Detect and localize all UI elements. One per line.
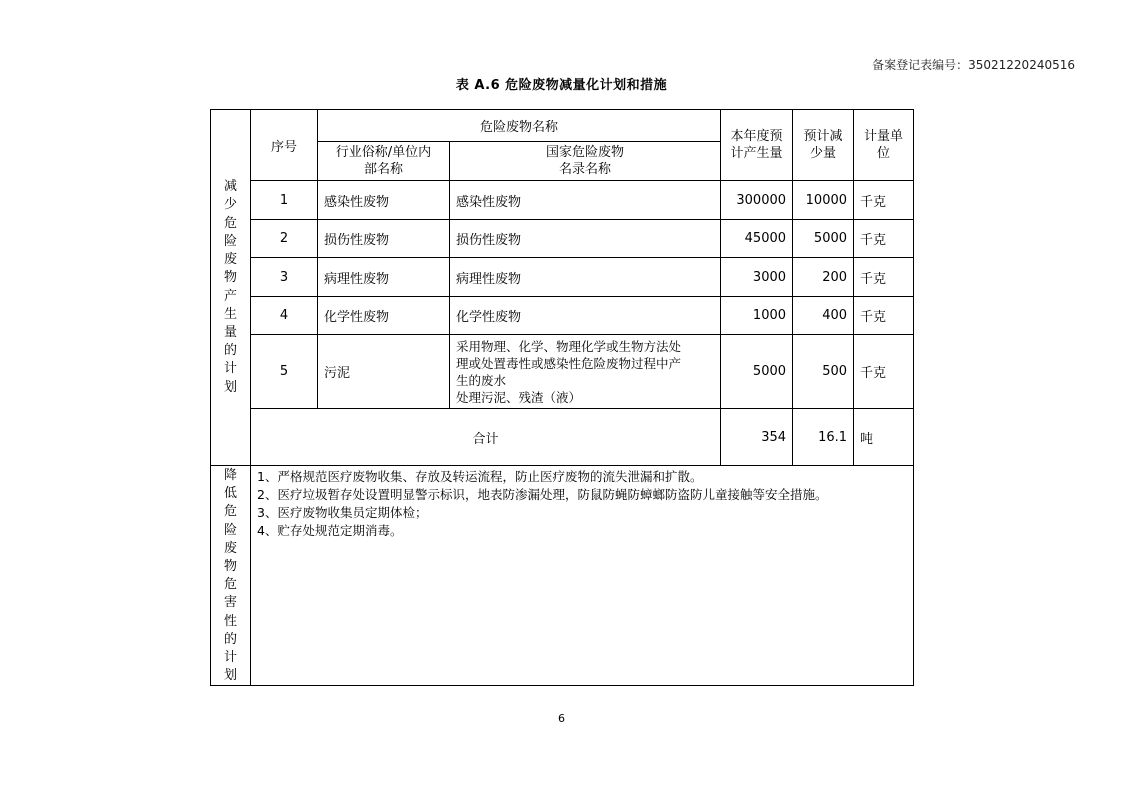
total-reduction: 16.1 xyxy=(793,409,854,466)
row-reduction: 500 xyxy=(793,335,854,409)
table-row xyxy=(211,258,914,297)
side-label-char: 计 xyxy=(223,361,237,377)
row-reduction: 5000 xyxy=(793,220,854,258)
row-industry-name: 化学性废物 xyxy=(318,297,450,335)
side-label-char: 量 xyxy=(223,324,237,340)
row-reduction: 10000 xyxy=(793,181,854,220)
page-number: 6 xyxy=(558,712,565,725)
total-label: 合计 xyxy=(251,409,721,466)
table-title: 表 A.6 危险废物减量化计划和措施 xyxy=(455,78,668,93)
table-row xyxy=(211,181,914,220)
measure-item: 3、医疗废物收集员定期体检； xyxy=(257,505,428,520)
side-label-text xyxy=(211,178,250,396)
side-label-char: 险 xyxy=(223,233,237,249)
measures-cell xyxy=(251,466,914,686)
measure-item: 2、医疗垃圾暂存处设置明显警示标识，地表防渗漏处理，防鼠防蝇防蟑螂防盗防儿童接触等安全措施。 xyxy=(257,487,828,502)
table-row xyxy=(211,297,914,335)
header-unit-text: 计量单位 xyxy=(864,129,904,161)
side-label-char: 废 xyxy=(223,540,237,556)
row-seq: 3 xyxy=(251,258,318,297)
side-label-char: 害 xyxy=(223,595,237,611)
row-reduction: 200 xyxy=(793,258,854,297)
header-planned-reduction-text: 预计减少量 xyxy=(803,129,843,161)
row-industry-name: 病理性废物 xyxy=(318,258,450,297)
waste-reduction-table xyxy=(210,109,914,686)
side-label-char: 危 xyxy=(223,577,237,593)
row-national-name: 损伤性废物 xyxy=(450,220,721,258)
side-label-char: 产 xyxy=(223,288,237,304)
row-unit: 千克 xyxy=(854,220,914,258)
row-reduction: 400 xyxy=(793,297,854,335)
row-annual: 5000 xyxy=(721,335,793,409)
header-national-name xyxy=(450,142,721,181)
national-name-line: 采用物理、化学、物理化学或生物方法处 xyxy=(456,338,682,354)
registration-number: 备案登记表编号：35021220240516 xyxy=(872,58,1075,72)
total-row xyxy=(211,409,914,466)
row-annual: 45000 xyxy=(721,220,793,258)
row-national-name: 化学性废物 xyxy=(450,297,721,335)
row-seq: 4 xyxy=(251,297,318,335)
measure-item: 1、严格规范医疗废物收集、存放及转运流程，防止医疗废物的流失泄漏和扩散。 xyxy=(257,469,703,484)
row-unit: 千克 xyxy=(854,181,914,220)
header-national-name-text: 国家危险废物名录名称 xyxy=(545,145,624,177)
side-label-reduce-generation xyxy=(211,110,251,466)
row-seq: 5 xyxy=(251,335,318,409)
row-annual: 300000 xyxy=(721,181,793,220)
side-label-char: 划 xyxy=(223,379,237,395)
row-industry-name: 污泥 xyxy=(318,335,450,409)
side-label-char: 废 xyxy=(223,252,237,268)
row-national-name xyxy=(450,335,721,409)
side-label-reduce-hazard xyxy=(211,466,251,686)
header-planned-reduction xyxy=(793,110,854,181)
side-label-char: 危 xyxy=(223,215,237,231)
side-label-char: 计 xyxy=(223,650,237,666)
side-label-char: 少 xyxy=(223,197,237,213)
row-unit: 千克 xyxy=(854,297,914,335)
header-seq: 序号 xyxy=(251,110,318,181)
header-industry-name-text: 行业俗称/单位内部名称 xyxy=(335,145,432,177)
table-row xyxy=(211,220,914,258)
side-label-char: 物 xyxy=(223,270,237,286)
side-label-text xyxy=(211,466,250,685)
side-label-char: 减 xyxy=(223,179,237,195)
measure-item: 4、贮存处规范定期消毒。 xyxy=(257,523,403,538)
row-seq: 1 xyxy=(251,181,318,220)
row-seq: 2 xyxy=(251,220,318,258)
row-national-name: 病理性废物 xyxy=(450,258,721,297)
header-annual-estimate xyxy=(721,110,793,181)
side-label-char: 的 xyxy=(223,343,237,359)
side-label-char: 险 xyxy=(223,522,237,538)
row-annual: 3000 xyxy=(721,258,793,297)
table-row xyxy=(211,335,914,409)
side-label-char: 划 xyxy=(223,668,237,684)
header-industry-name xyxy=(318,142,450,181)
national-name-line: 生的废水 xyxy=(456,372,507,388)
national-name-line: 处理污泥、残渣（液） xyxy=(456,389,582,405)
side-label-char: 性 xyxy=(223,613,237,629)
total-annual: 354 xyxy=(721,409,793,466)
row-annual: 1000 xyxy=(721,297,793,335)
row-industry-name: 感染性废物 xyxy=(318,181,450,220)
side-label-char: 降 xyxy=(223,468,237,483)
side-label-char: 低 xyxy=(223,486,237,502)
side-label-char: 危 xyxy=(223,504,237,520)
side-label-char: 的 xyxy=(223,631,237,647)
total-unit: 吨 xyxy=(854,409,914,466)
national-name-line: 理或处置毒性或感染性危险废物过程中产 xyxy=(456,355,682,371)
row-unit: 千克 xyxy=(854,335,914,409)
row-industry-name: 损伤性废物 xyxy=(318,220,450,258)
row-national-name: 感染性废物 xyxy=(450,181,721,220)
row-unit: 千克 xyxy=(854,258,914,297)
header-unit xyxy=(854,110,914,181)
side-label-char: 物 xyxy=(223,559,237,575)
header-annual-estimate-text: 本年度预计产生量 xyxy=(730,129,783,161)
header-waste-name: 危险废物名称 xyxy=(318,110,721,142)
side-label-char: 生 xyxy=(223,306,237,322)
